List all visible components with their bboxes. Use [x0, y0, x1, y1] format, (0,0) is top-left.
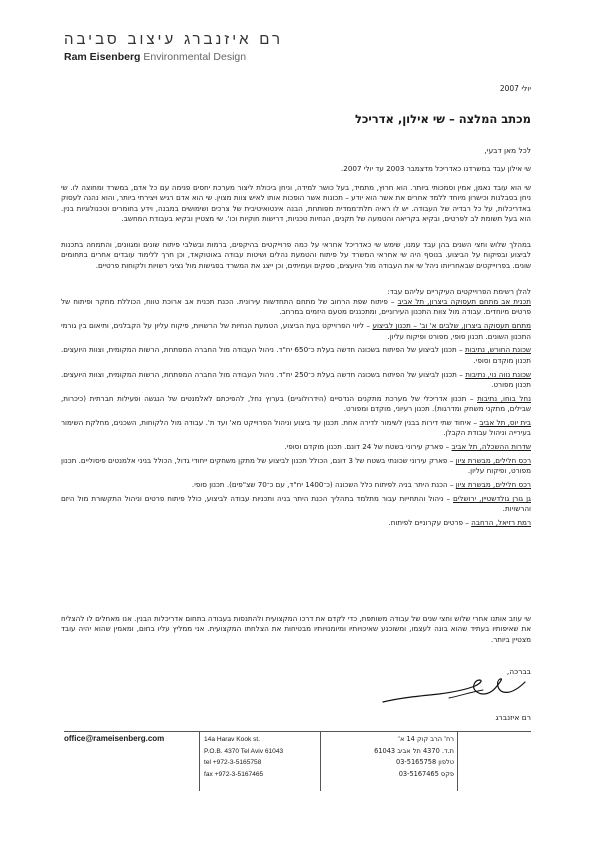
email-link[interactable]: office@rameisenberg.com [64, 734, 165, 743]
logo-subtitle: Environmental Design [143, 51, 247, 63]
project-item [61, 518, 531, 528]
project-description: – הכנת היתר בניה לפיתוח כלל השכונה (כ־1400 יח"ד, עם כ־70 שצ"פים). תכנון סופי. [191, 480, 454, 490]
project-name: תכנית אב מתחם תעסוקה ביצרון, תל אביב [397, 297, 531, 306]
project-item [61, 297, 531, 318]
project-item [61, 418, 531, 439]
project-description: – תכנון אדריכלי של מערכת מתקנים הנדסיים (הידרולוגיים) בערוץ נחל, להפיכתם לאלמנטים של הנגשה ופעילות חברתית (כיכרות, שבילים, מתקני משחק ומדרגות). תכנון רעיוני, מוקדם ומפורט. [61, 393, 531, 414]
hebrew-address-block [324, 734, 454, 780]
project-description: – ליווי הפרוייקט בעת הביצוע, הטמעת הנחיות של הרשויות, פיקוח עליון על הקבלנים, ותיאום בין גורמי התכנון השונים. תכנון סופי, מפורט ופיקוח עליון. [61, 321, 531, 341]
project-name: מתחם תעסוקה ביצרון, שלבים א' וב' – תכנון לביצוע [372, 321, 531, 331]
project-description: – תכנון לביצוע של הפיתוח בשכונה חדשה בעלת כ־250 יח"ד. ניהול העבודה מול החברה המפתחת, הרשות המקומית, וצוות היועצים. תכנון מפורט. [61, 369, 531, 390]
address-fax: פקס 03-5167465 [398, 769, 454, 778]
project-item [61, 456, 531, 477]
company-logo [64, 30, 284, 63]
project-description: – איחוד שתי דירות בבנין לשימור לדירה אחת. תכנון עד ביצוע וניהול הפרוייקט מא' ועד ת'. עבודה מול הלקוחות, השכנים, מחלקת השימור בעירייה וניהול עבודת הקבלן. [61, 418, 531, 438]
footer-column-divider [320, 731, 321, 791]
logo-name: Ram Eisenberg [64, 51, 141, 63]
paragraph-employment-dates: שי אילון עבד במשרדנו כאדריכל מדצמבר 2003 עד יולי 2007. [340, 164, 531, 173]
signer-name: רם איזנברג [495, 713, 531, 722]
paragraph-responsibilities: במהלך שלוש וחצי השנים בהן עבד עמנו, שימש שי כאדריכל אחראי על כמה פרוייקטים בהיקפים, ברמות ובשלבי פיתוח שונים ומגוונים, והתמחה בתכנות לביצוע ובפיקוח על הביצוע. בנוסף היה שי אחראי המשרד על פיתוח והטמעת נהלים ושיטות עבודה באוטוקאד, וכן חרך ללימוד עובדים אחרים בתחומים שונים. בפרוייקטים שבאחריותו ניהל שי את העבודה מול היועצים, ספקים ועמיתים, וכן ייצג את המשרד בפגישות מול נציגי רשויות ולקוחות פרטיים. [61, 240, 531, 270]
project-name: גן גורן גולדשטיין, ירושלים [453, 494, 531, 504]
project-name: רמת רזיאל, הרחבה [471, 518, 531, 528]
logo-hebrew-text: רם איזנברג עיצוב סביבה [64, 30, 284, 48]
project-description: – פארק עירוני שכונתי בשטח של 3 דונם, הכולל תכנון לביצוע של מתקן משחקים ייחודי גדול, הכולל בניני אלמנטים פיסוליים. תכנון מפורט, ופיקוח עליון. [61, 456, 531, 476]
letter-salutation: לכל מאן דבעי, [484, 146, 531, 155]
letter-closing: בברכה, [506, 667, 531, 676]
project-item [61, 345, 531, 366]
footer-column-divider [457, 731, 458, 791]
project-item [61, 370, 531, 391]
logo-english-text [64, 51, 284, 63]
letter-date: יולי 2007 [499, 84, 531, 93]
address-tel: טלפון 03-5165758 [396, 758, 454, 766]
project-description: – פרטים עקרוניים לפיתוח. [388, 518, 469, 528]
project-description: – תכנון לביצוע של הפיתוח בשכונה חדשה בעלת כ־650 יח"ד. ניהול העבודה מול החברה המפתחת, הרשות המקומית, וצוות היועצים. תכנון מוקדם וסופי. [61, 345, 531, 365]
letterhead-footer [64, 731, 531, 791]
project-item [61, 321, 531, 342]
address-street: רח' הרב קוק 14 א' [398, 735, 454, 743]
paragraph-farewell: שי עוזב אותנו אחרי שלוש וחצי שנים של עבודה משותפת, כדי לקדם את דרכו המקצועית ולהתנסות בעבודה בתחום אדריכלות הבנין. אנו מאחלים לו להצליח את שאיפותיו בעתיד שהוא בונה לעצמו, ומשוכנע שאיכויותיו ומיומנויותיו מבטיחות את הצלחתו המקצועית. אני ממליץ עליו בחום, ומאמין שהוא יהיה עובד מצטיין ביותר. [61, 614, 531, 644]
letter-title: מכתב המלצה – שי אילון, אדריכל [354, 112, 531, 126]
address-street: 14a Harav Kook st. [204, 736, 261, 743]
footer-column-divider [199, 731, 200, 791]
paragraph-projects-intro: להלן רשימת הפרוייקטים העיקריים עליהם עבד: [387, 287, 531, 296]
handwritten-signature [379, 672, 529, 710]
project-item [61, 394, 531, 415]
address-pob: ת.ד. 4370 תל אביב 61043 [374, 746, 454, 755]
address-pob: P.O.B. 4370 Tel Aviv 61043 [204, 747, 284, 755]
project-description: – פארק עירוני בשטח של 24 דונם. תכנון מוקדם וסופי. [284, 442, 450, 452]
project-name: שכונת נווה נוי, נתיבות [465, 369, 532, 379]
project-name: שדרות ההשכלה, תל אביב [451, 442, 531, 452]
project-name: בית יוס, תל אביב [479, 418, 531, 428]
project-description: – ניהול והתחייות עבור מתלמד בתהליך הכנת היתר בניה ותכניות עבודה לביצוע, כולל פיתוח פרטים וניהול התקשורת מול היזם והרשויות. [61, 494, 531, 514]
project-name: רכס חלילים, מבשרת ציון [455, 456, 532, 466]
footer-divider [64, 731, 531, 732]
project-item [61, 442, 531, 452]
project-name: שכונת החורש, נתיבות [465, 345, 531, 355]
project-name: נחל בוחו, נתיבות [477, 393, 532, 403]
english-address-block [204, 734, 314, 780]
project-item [61, 480, 531, 490]
address-fax: fax +972-3-5167465 [204, 770, 264, 778]
project-name: רכס חלילים, מבשרת ציון [455, 480, 531, 490]
address-tel: tel +972-3-5165758 [204, 759, 262, 766]
paragraph-personal-qualities: שי הוא עובד נאמן, אמין וסמכותי ביותר. הוא חרוץ, מתמיד, בעל כושר למידה, וניחן ביכולת ליצור מערכת יחסים פנימה עם כל אדם, במשרד ומחוצה לו. שי ניחן בסבלנות וכישרון מיוחד ללמד אחרים את אשר הוא יודע – תכונות אשר הופכות אותו לאיש צוות מצוין. שי הוא אדם רגיש ויצירתי ביותר, והוא נהנה לעסוק באדריכלות, על כל רבדיה של העבודה. יש לו ראיה תלת־ממדית מפותחת, הבנה אינטואיטיבית של צרכים ושימושים במבנה, וידע בחומרים וטכנולוגיות בנין. הוא בעל תשומת לב לפרטים, ובקיא בקריאה והטמעה של תקנים, הנחיות טכניות, דרישות חוקיות וכו'. שי מצטיין ובקיא בעבודת המחשב. [61, 183, 531, 224]
project-item [61, 494, 531, 515]
project-list [61, 297, 531, 532]
project-description: – פיתוח שפת הרחוב של מתחם התחדשות עירונית. הכנת תכנית אב ארוכת טווח, הכוללת מחקר ופיתוח של פרטים מיוחדים. עבודה מול צוות התכנון העירוניים, ומתכננים מטעם היזמים במרחב. [61, 297, 531, 317]
